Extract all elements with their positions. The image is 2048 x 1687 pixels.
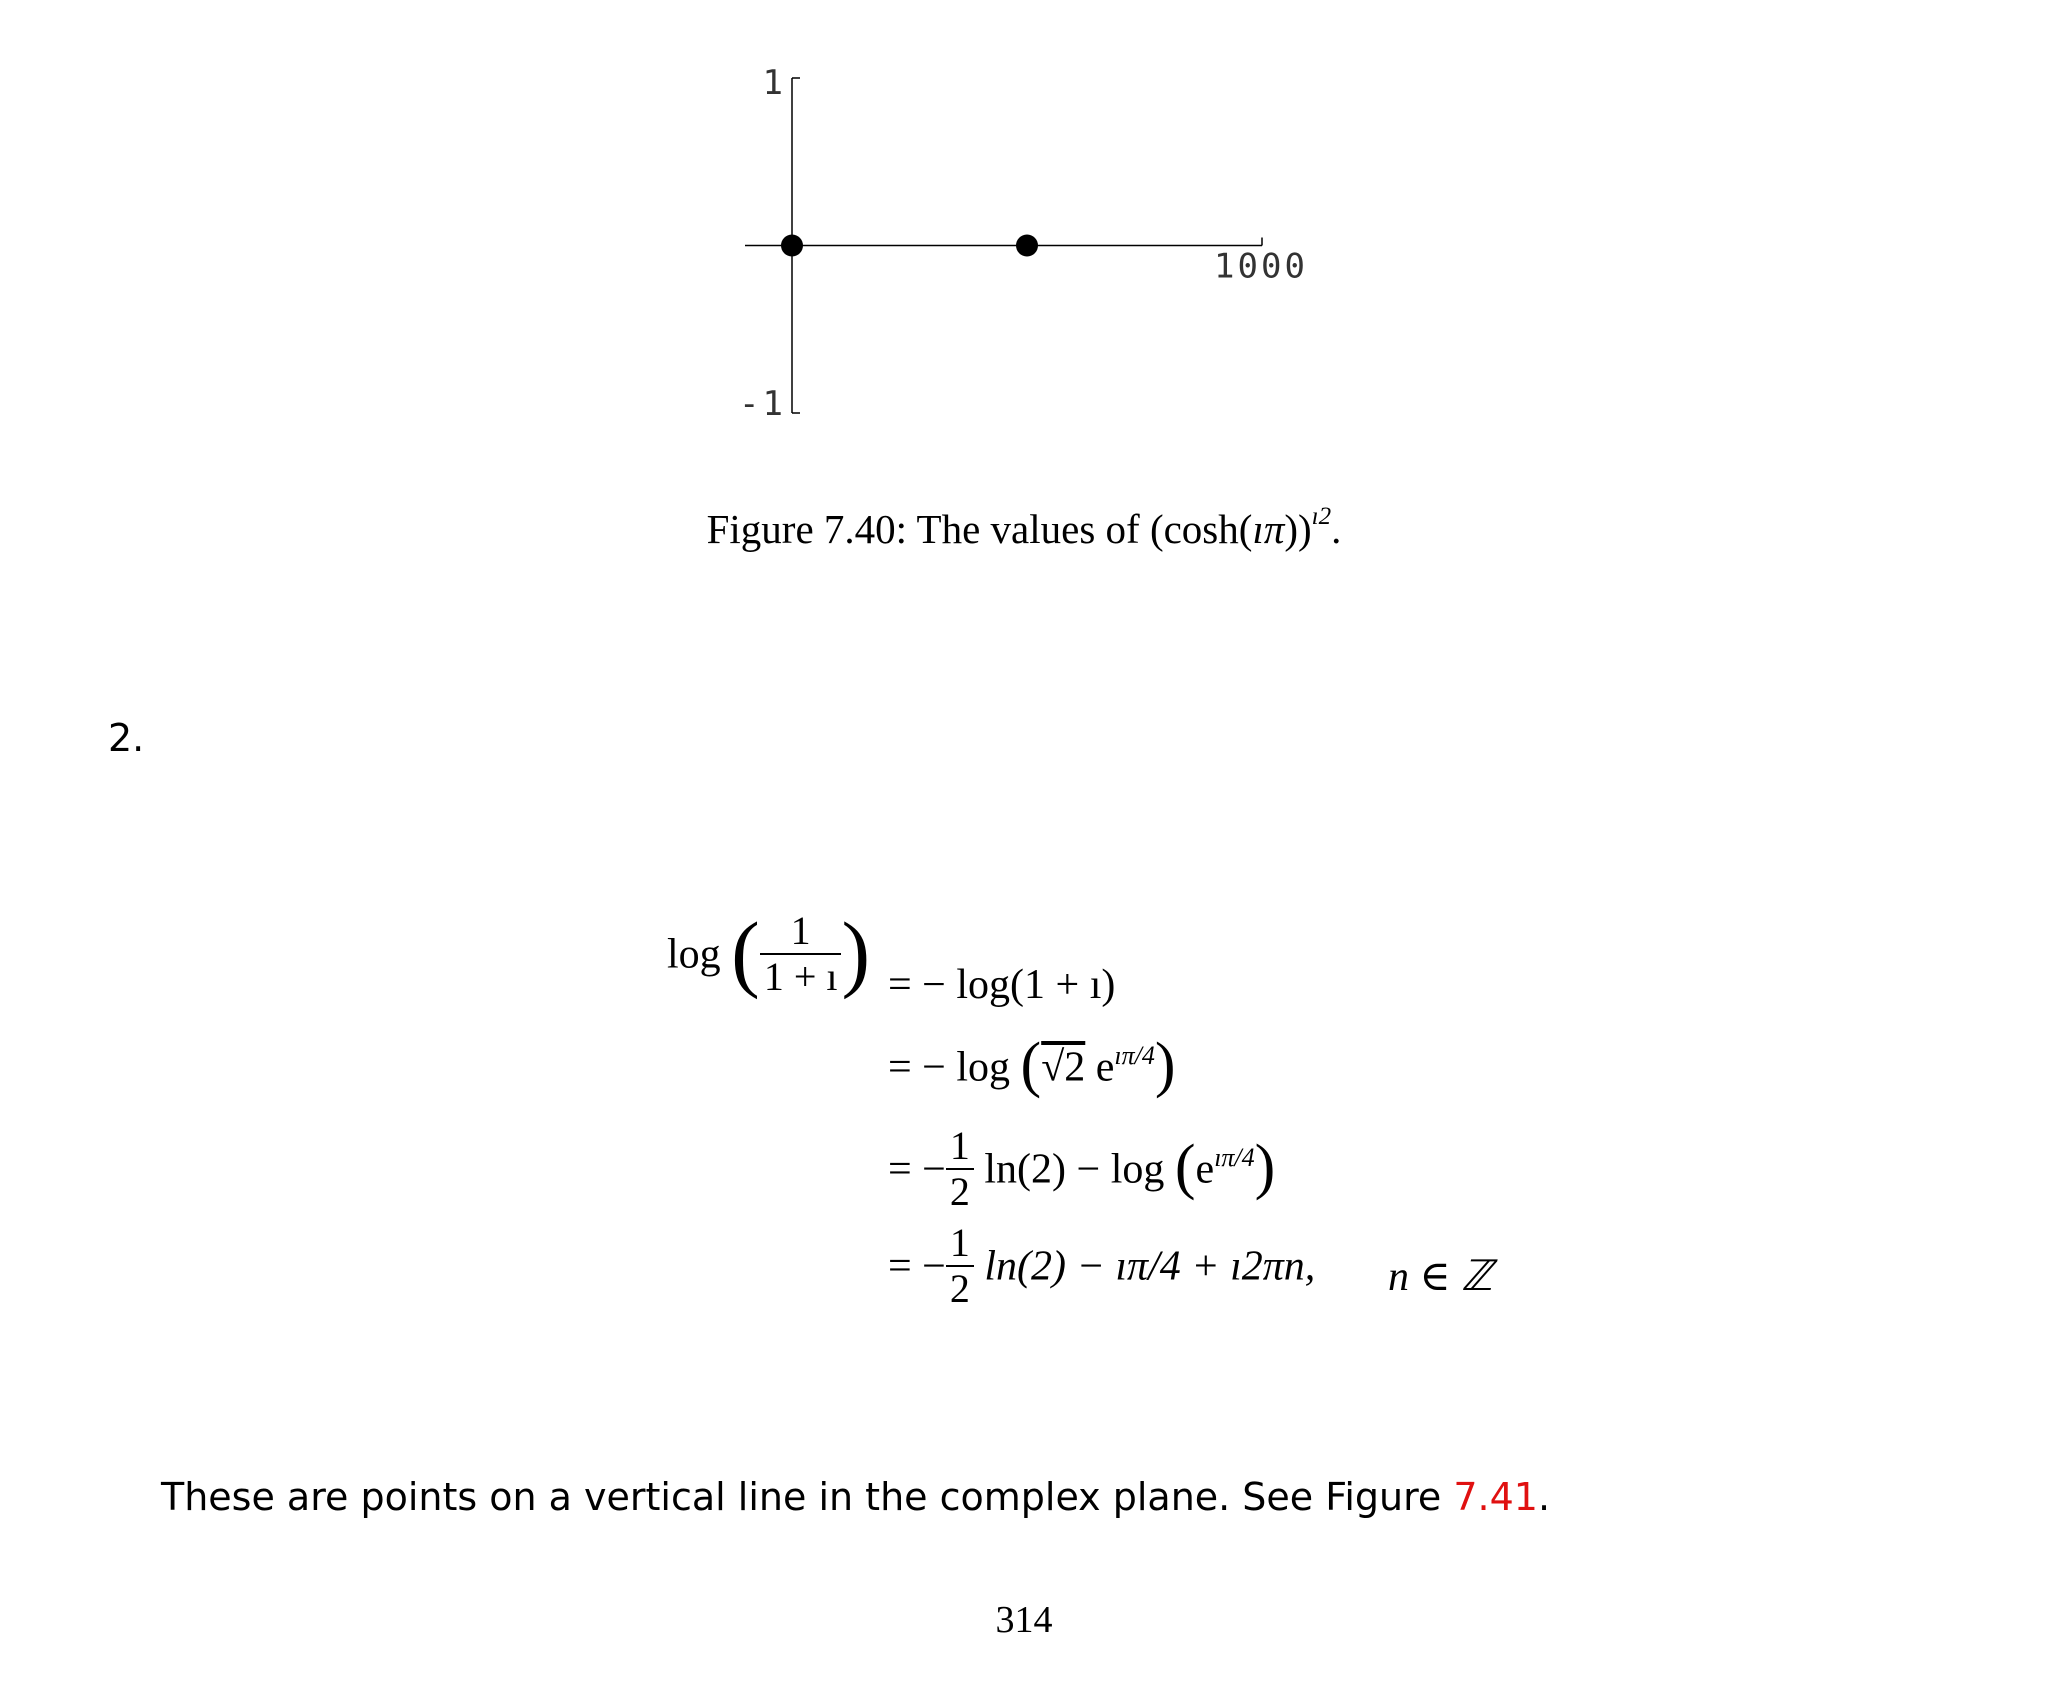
equation-row-1 xyxy=(667,904,871,1001)
log-operator: log xyxy=(667,931,721,978)
row4-prefix: = − xyxy=(888,1243,946,1290)
caption-imag-unit: ı xyxy=(1252,506,1264,552)
row2-exponent: ıπ/4 xyxy=(1114,1040,1155,1070)
y-tick-label-top: 1 xyxy=(762,63,786,103)
fraction-one-half xyxy=(946,1123,974,1214)
row3-right-paren: ) xyxy=(1254,1133,1276,1201)
item-number: 2. xyxy=(108,716,145,760)
row2-prefix: = − log xyxy=(888,1044,1011,1091)
row3-left-paren: ( xyxy=(1174,1133,1196,1201)
figure-caption xyxy=(0,505,2048,553)
row3-prefix: = − xyxy=(888,1146,946,1193)
x-tick-label-right: 1000 xyxy=(1214,246,1308,287)
row2-right-paren: ) xyxy=(1154,1031,1176,1099)
row3-base: e xyxy=(1195,1146,1215,1193)
caption-pi: π xyxy=(1263,506,1285,552)
data-point-1 xyxy=(1016,235,1038,257)
values-plot xyxy=(0,0,2048,440)
fraction-denominator: 1 + ı xyxy=(763,954,838,999)
data-point-0 xyxy=(781,235,803,257)
equation-row-2 xyxy=(888,1031,1176,1102)
half2-denominator: 2 xyxy=(949,1266,970,1311)
figure-reference-link[interactable]: 7.41 xyxy=(1453,1475,1538,1519)
page-number: 314 xyxy=(995,1599,1053,1641)
set-condition xyxy=(1388,1256,1492,1298)
caption-suffix: . xyxy=(1331,506,1342,552)
row2-left-paren: ( xyxy=(1020,1031,1042,1099)
caption-prefix: Figure 7.40: The values of (cosh( xyxy=(706,506,1253,552)
row3-mid: ln(2) − log xyxy=(984,1146,1165,1193)
equation-row-4 xyxy=(888,1220,1316,1313)
row4-mid: ln(2) − ıπ/4 + ı2πn, xyxy=(984,1243,1316,1290)
equation-row-1-rhs: = − log(1 + ı) xyxy=(888,962,1116,1008)
fraction-one-half-2 xyxy=(946,1220,974,1311)
half-denominator: 2 xyxy=(949,1169,970,1214)
right-paren: ) xyxy=(841,904,871,1000)
plot-axes xyxy=(745,78,1262,413)
row3-exponent: ıπ/4 xyxy=(1214,1142,1255,1172)
condition-text: n ∈ ℤ xyxy=(1388,1254,1493,1300)
row2-base: e xyxy=(1095,1044,1115,1091)
left-paren: ( xyxy=(731,904,760,1000)
fraction-numerator: 1 xyxy=(760,911,842,955)
fraction-1-over-1-plus-i xyxy=(760,908,842,999)
caption-mid: )) xyxy=(1284,506,1312,552)
caption-exponent: ı2 xyxy=(1311,503,1332,531)
paragraph-text: These are points on a vertical line in the complex plane. See Figure xyxy=(161,1475,1454,1519)
half-numerator: 1 xyxy=(946,1126,974,1170)
equation-row-3 xyxy=(888,1123,1276,1216)
paragraph-end: . xyxy=(1537,1475,1551,1519)
half2-numerator: 1 xyxy=(946,1223,974,1267)
sqrt-two: √2 xyxy=(1041,1044,1086,1091)
body-paragraph xyxy=(161,1475,1550,1519)
y-tick-label-bottom: -1 xyxy=(739,384,786,424)
